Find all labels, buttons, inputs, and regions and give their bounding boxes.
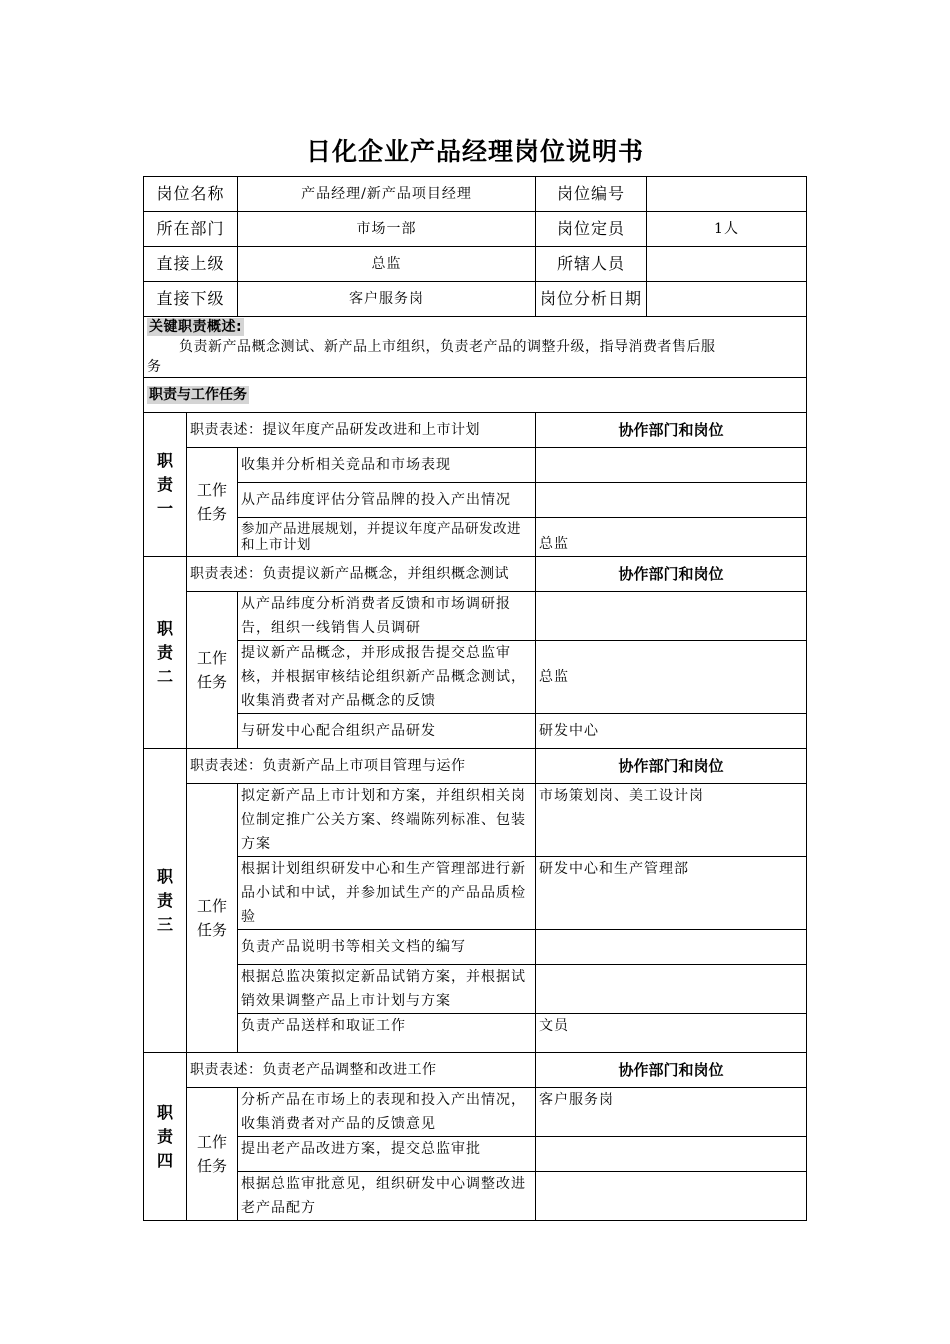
document-title: 日化企业产品经理岗位说明书 [305, 137, 644, 166]
superior-label: 直接上级 [144, 247, 238, 282]
summary-row [144, 317, 807, 378]
duty-statement: 职责表述：负责新产品上市项目管理与运作 [187, 749, 536, 784]
analysis-date-value [647, 282, 807, 317]
duty-statement: 职责表述：负责提议新产品概念，并组织概念测试 [187, 557, 536, 592]
task-text: 提出老产品改进方案，提交总监审批 [238, 1137, 536, 1172]
summary-heading: 关键职责概述: [149, 319, 243, 335]
coop-value [536, 592, 807, 641]
coop-heading: 协作部门和岗位 [536, 557, 807, 592]
task-text: 参加产品进展规划，并提议年度产品研发改进和上市计划 [238, 518, 536, 557]
coop-value: 文员 [536, 1014, 807, 1053]
duty-statement: 职责表述：负责老产品调整和改进工作 [187, 1053, 536, 1088]
task-row [144, 518, 807, 557]
headcount-label: 岗位定员 [536, 212, 647, 247]
task-row [144, 592, 807, 641]
header-row [144, 177, 807, 212]
header-row [144, 282, 807, 317]
task-text: 根据总监决策拟定新品试销方案，并根据试销效果调整产品上市计划与方案 [238, 965, 536, 1014]
task-text: 从产品纬度分析消费者反馈和市场调研报告，组织一线销售人员调研 [238, 592, 536, 641]
duty-label: 职责二 [144, 557, 187, 749]
subordinates-value [647, 247, 807, 282]
job-description-table [143, 176, 807, 1221]
subordinates-label: 所辖人员 [536, 247, 647, 282]
duties-heading-row [144, 378, 807, 413]
coop-value: 总监 [536, 518, 807, 557]
coop-value [536, 1172, 807, 1221]
task-text: 拟定新产品上市计划和方案，并组织相关岗位制定推广公关方案、终端陈列标准、包装方案 [238, 784, 536, 857]
coop-value: 客户服务岗 [536, 1088, 807, 1137]
header-row [144, 247, 807, 282]
summary-text-line2: 务 [147, 359, 162, 375]
position-name-value: 产品经理/新产品项目经理 [238, 177, 536, 212]
coop-heading: 协作部门和岗位 [536, 1053, 807, 1088]
duty-statement: 职责表述：提议年度产品研发改进和上市计划 [187, 413, 536, 448]
position-code-label: 岗位编号 [536, 177, 647, 212]
task-row [144, 1014, 807, 1053]
duty-statement-row [144, 413, 807, 448]
task-row [144, 714, 807, 749]
header-row [144, 212, 807, 247]
coop-value [536, 930, 807, 965]
department-label: 所在部门 [144, 212, 238, 247]
task-text: 负责产品说明书等相关文档的编写 [238, 930, 536, 965]
position-name-label: 岗位名称 [144, 177, 238, 212]
coop-value [536, 483, 807, 518]
coop-value [536, 1137, 807, 1172]
task-row [144, 1172, 807, 1221]
task-label: 工作任务 [187, 784, 238, 1053]
duty-statement-row [144, 1053, 807, 1088]
task-label: 工作任务 [187, 592, 238, 749]
summary-text-line1: 负责新产品概念测试、新产品上市组织，负责老产品的调整升级，指导消费者售后服 [179, 339, 716, 355]
duty-statement-row [144, 749, 807, 784]
task-row [144, 965, 807, 1014]
duty-statement-row [144, 557, 807, 592]
coop-value: 总监 [536, 641, 807, 714]
task-text: 分析产品在市场上的表现和投入产出情况，收集消费者对产品的反馈意见 [238, 1088, 536, 1137]
coop-value [536, 448, 807, 483]
coop-value [536, 965, 807, 1014]
task-row [144, 930, 807, 965]
task-row [144, 857, 807, 930]
task-text: 根据计划组织研发中心和生产管理部进行新品小试和中试，并参加试生产的产品品质检验 [238, 857, 536, 930]
task-row [144, 483, 807, 518]
task-text: 收集并分析相关竞品和市场表现 [238, 448, 536, 483]
duty-label: 职责四 [144, 1053, 187, 1221]
coop-heading: 协作部门和岗位 [536, 749, 807, 784]
task-text: 提议新产品概念，并形成报告提交总监审核，并根据审核结论组织新产品概念测试，收集消费者对产品概念的反馈 [238, 641, 536, 714]
duty-label: 职责三 [144, 749, 187, 1053]
duties-heading: 职责与工作任务 [149, 387, 247, 403]
headcount-value: 1人 [647, 212, 807, 247]
superior-value: 总监 [238, 247, 536, 282]
duty-label: 职责一 [144, 413, 187, 557]
task-row [144, 784, 807, 857]
task-label: 工作任务 [187, 448, 238, 557]
task-row [144, 1088, 807, 1137]
direct-reports-label: 直接下级 [144, 282, 238, 317]
task-row [144, 641, 807, 714]
task-text: 根据总监审批意见，组织研发中心调整改进老产品配方 [238, 1172, 536, 1221]
coop-value: 研发中心和生产管理部 [536, 857, 807, 930]
direct-reports-value: 客户服务岗 [238, 282, 536, 317]
analysis-date-label: 岗位分析日期 [536, 282, 647, 317]
position-code-value [647, 177, 807, 212]
task-row [144, 448, 807, 483]
task-text: 负责产品送样和取证工作 [238, 1014, 536, 1053]
task-label: 工作任务 [187, 1088, 238, 1221]
coop-value: 研发中心 [536, 714, 807, 749]
task-text: 与研发中心配合组织产品研发 [238, 714, 536, 749]
coop-value: 市场策划岗、美工设计岗 [536, 784, 807, 857]
department-value: 市场一部 [238, 212, 536, 247]
task-row [144, 1137, 807, 1172]
coop-heading: 协作部门和岗位 [536, 413, 807, 448]
task-text: 从产品纬度评估分管品牌的投入产出情况 [238, 483, 536, 518]
